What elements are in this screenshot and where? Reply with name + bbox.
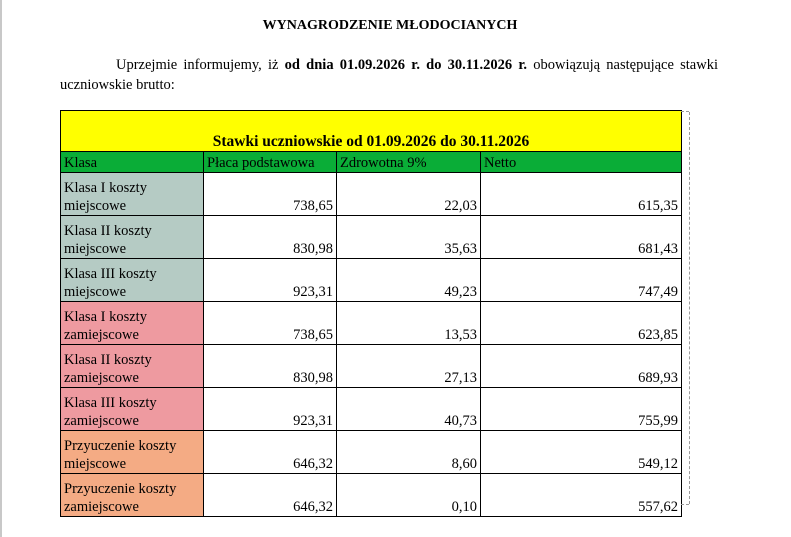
table-row xyxy=(61,216,682,259)
row-klasa-cell xyxy=(61,173,204,216)
rates-table xyxy=(60,110,682,517)
table-header-row xyxy=(61,152,682,173)
table-row xyxy=(61,388,682,431)
row-zdrowotna-cell: 40,73 xyxy=(337,388,481,431)
row-klasa-label: Klasa I koszty zamiejscowe xyxy=(64,309,147,343)
intro-date-range: od dnia 01.09.2026 r. do 30.11.2026 r. xyxy=(284,57,528,73)
column-header-zdrowotna: Zdrowotna 9% xyxy=(337,152,481,173)
row-klasa-cell xyxy=(61,431,204,474)
cell-boundary-marker-bottom xyxy=(681,504,689,505)
column-header-netto: Netto xyxy=(481,152,682,173)
row-klasa-label: Klasa II koszty zamiejscowe xyxy=(64,352,152,386)
row-placa-cell: 738,65 xyxy=(204,173,337,216)
table-row xyxy=(61,302,682,345)
row-zdrowotna-cell: 27,13 xyxy=(337,345,481,388)
row-netto-cell: 615,35 xyxy=(481,173,682,216)
table-row xyxy=(61,345,682,388)
row-zdrowotna-cell: 22,03 xyxy=(337,173,481,216)
row-klasa-label: Klasa III koszty miejscowe xyxy=(64,266,157,300)
row-netto-cell: 747,49 xyxy=(481,259,682,302)
row-placa-cell: 646,32 xyxy=(204,431,337,474)
row-placa-cell: 830,98 xyxy=(204,216,337,259)
table-row xyxy=(61,259,682,302)
row-zdrowotna-cell: 35,63 xyxy=(337,216,481,259)
row-netto-cell: 549,12 xyxy=(481,431,682,474)
column-header-placa: Płaca podstawowa xyxy=(204,152,337,173)
row-klasa-label: Klasa II koszty miejscowe xyxy=(64,223,152,257)
row-placa-cell: 830,98 xyxy=(204,345,337,388)
row-klasa-cell xyxy=(61,345,204,388)
row-klasa-cell xyxy=(61,388,204,431)
row-klasa-label: Przyuczenie koszty zamiejscowe xyxy=(64,481,177,515)
intro-text-start: Uprzejmie informujemy, iż xyxy=(116,57,285,73)
row-klasa-label: Przyuczenie koszty miejscowe xyxy=(64,438,177,472)
page-left-edge xyxy=(0,0,2,537)
intro-paragraph xyxy=(60,55,718,95)
table-title-row xyxy=(61,111,682,152)
cell-boundary-marker xyxy=(689,112,690,504)
row-netto-cell: 557,62 xyxy=(481,474,682,517)
row-placa-cell: 646,32 xyxy=(204,474,337,517)
row-klasa-cell xyxy=(61,259,204,302)
row-klasa-cell xyxy=(61,216,204,259)
cell-boundary-marker-top xyxy=(681,111,689,112)
document-title: WYNAGRODZENIE MŁODOCIANYCH xyxy=(262,18,518,33)
row-placa-cell: 923,31 xyxy=(204,388,337,431)
row-klasa-label: Klasa I koszty miejscowe xyxy=(64,180,147,214)
column-header-klasa: Klasa xyxy=(61,152,204,173)
intro-text-end: obowiązują następujące stawki uczniowskie brutto: xyxy=(60,57,718,93)
table-row xyxy=(61,431,682,474)
row-klasa-cell xyxy=(61,474,204,517)
row-klasa-label: Klasa III koszty zamiejscowe xyxy=(64,395,157,429)
row-netto-cell: 689,93 xyxy=(481,345,682,388)
row-netto-cell: 681,43 xyxy=(481,216,682,259)
table-row xyxy=(61,474,682,517)
row-placa-cell: 738,65 xyxy=(204,302,337,345)
table-title: Stawki uczniowskie od 01.09.2026 do 30.11.2026 xyxy=(61,111,682,152)
row-zdrowotna-cell: 0,10 xyxy=(337,474,481,517)
row-netto-cell: 755,99 xyxy=(481,388,682,431)
table-row xyxy=(61,173,682,216)
row-zdrowotna-cell: 49,23 xyxy=(337,259,481,302)
row-klasa-cell xyxy=(61,302,204,345)
row-zdrowotna-cell: 8,60 xyxy=(337,431,481,474)
row-placa-cell: 923,31 xyxy=(204,259,337,302)
row-zdrowotna-cell: 13,53 xyxy=(337,302,481,345)
row-netto-cell: 623,85 xyxy=(481,302,682,345)
